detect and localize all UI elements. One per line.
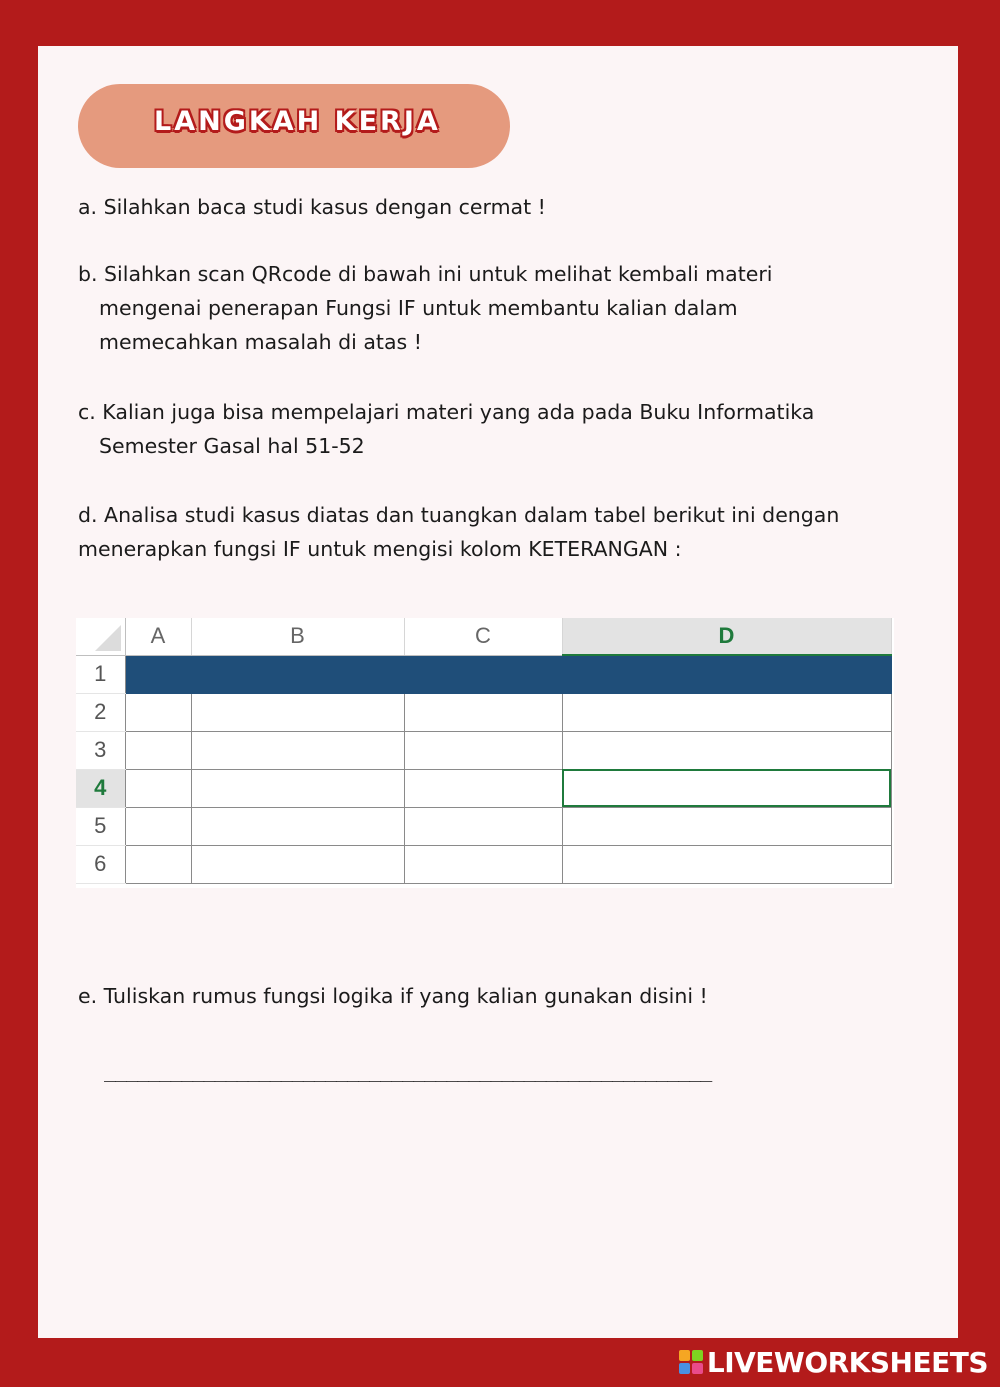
cell-b6[interactable]	[191, 845, 404, 883]
cell-d6[interactable]	[562, 845, 891, 883]
cell-d4-active[interactable]	[562, 769, 891, 807]
step-d-line2: menerapkan fungsi IF untuk mengisi kolom KETERANGAN :	[78, 537, 682, 561]
column-header-d[interactable]: D	[562, 618, 891, 655]
cell-a1[interactable]	[125, 655, 191, 693]
step-a	[78, 190, 898, 224]
step-c	[78, 395, 898, 463]
cell-c4[interactable]	[404, 769, 562, 807]
liveworksheets-logo-icon	[679, 1350, 703, 1374]
logo-square-icon	[679, 1363, 690, 1374]
spreadsheet-grid	[76, 618, 892, 884]
cell-a4[interactable]	[125, 769, 191, 807]
title-text: LANGKAH KERJA	[154, 106, 441, 137]
step-b-line1: b. Silahkan scan QRcode di bawah ini untuk melihat kembali materi	[78, 262, 773, 286]
cell-b4[interactable]	[191, 769, 404, 807]
row-header-3[interactable]: 3	[76, 731, 125, 769]
logo-square-icon	[679, 1350, 690, 1361]
cell-a5[interactable]	[125, 807, 191, 845]
row-header-6[interactable]: 6	[76, 845, 125, 883]
worksheet-page	[38, 46, 958, 1338]
cell-d5[interactable]	[562, 807, 891, 845]
step-b	[78, 257, 898, 359]
cell-d2[interactable]	[562, 693, 891, 731]
column-header-a[interactable]: A	[125, 618, 191, 655]
cell-a6[interactable]	[125, 845, 191, 883]
spreadsheet	[76, 618, 894, 888]
cell-c2[interactable]	[404, 693, 562, 731]
cell-b3[interactable]	[191, 731, 404, 769]
cell-c1[interactable]	[404, 655, 562, 693]
cell-b1[interactable]	[191, 655, 404, 693]
step-b-line2: mengenai penerapan Fungsi IF untuk membantu kalian dalam	[99, 296, 738, 320]
answer-blank-line[interactable]: _______________________________________________________	[104, 1058, 712, 1082]
logo-square-icon	[692, 1350, 703, 1361]
cell-b2[interactable]	[191, 693, 404, 731]
select-all-triangle	[95, 625, 121, 651]
row-header-4[interactable]: 4	[76, 769, 125, 807]
cell-c6[interactable]	[404, 845, 562, 883]
select-all-corner[interactable]	[76, 618, 125, 655]
step-e-text: e. Tuliskan rumus fungsi logika if yang kalian gunakan disini !	[78, 984, 708, 1008]
step-e	[78, 979, 898, 1013]
cell-d3[interactable]	[562, 731, 891, 769]
step-c-line2: Semester Gasal hal 51-52	[99, 434, 365, 458]
row-header-2[interactable]: 2	[76, 693, 125, 731]
column-header-b[interactable]: B	[191, 618, 404, 655]
row-header-5[interactable]: 5	[76, 807, 125, 845]
step-d-line1: d. Analisa studi kasus diatas dan tuangkan dalam tabel berikut ini dengan	[78, 503, 840, 527]
step-c-line1: c. Kalian juga bisa mempelajari materi yang ada pada Buku Informatika	[78, 400, 815, 424]
column-header-c[interactable]: C	[404, 618, 562, 655]
cell-a2[interactable]	[125, 693, 191, 731]
title-banner	[78, 84, 510, 168]
step-a-text: a. Silahkan baca studi kasus dengan cermat !	[78, 195, 546, 219]
liveworksheets-brand: LIVEWORKSHEETS	[706, 1345, 988, 1379]
cell-b5[interactable]	[191, 807, 404, 845]
cell-c5[interactable]	[404, 807, 562, 845]
row-header-1[interactable]: 1	[76, 655, 125, 693]
step-b-line3: memecahkan masalah di atas !	[99, 330, 422, 354]
cell-c3[interactable]	[404, 731, 562, 769]
logo-square-icon	[692, 1363, 703, 1374]
step-d	[78, 498, 898, 566]
liveworksheets-logo	[679, 1345, 988, 1379]
cell-d1[interactable]	[562, 655, 891, 693]
cell-a3[interactable]	[125, 731, 191, 769]
